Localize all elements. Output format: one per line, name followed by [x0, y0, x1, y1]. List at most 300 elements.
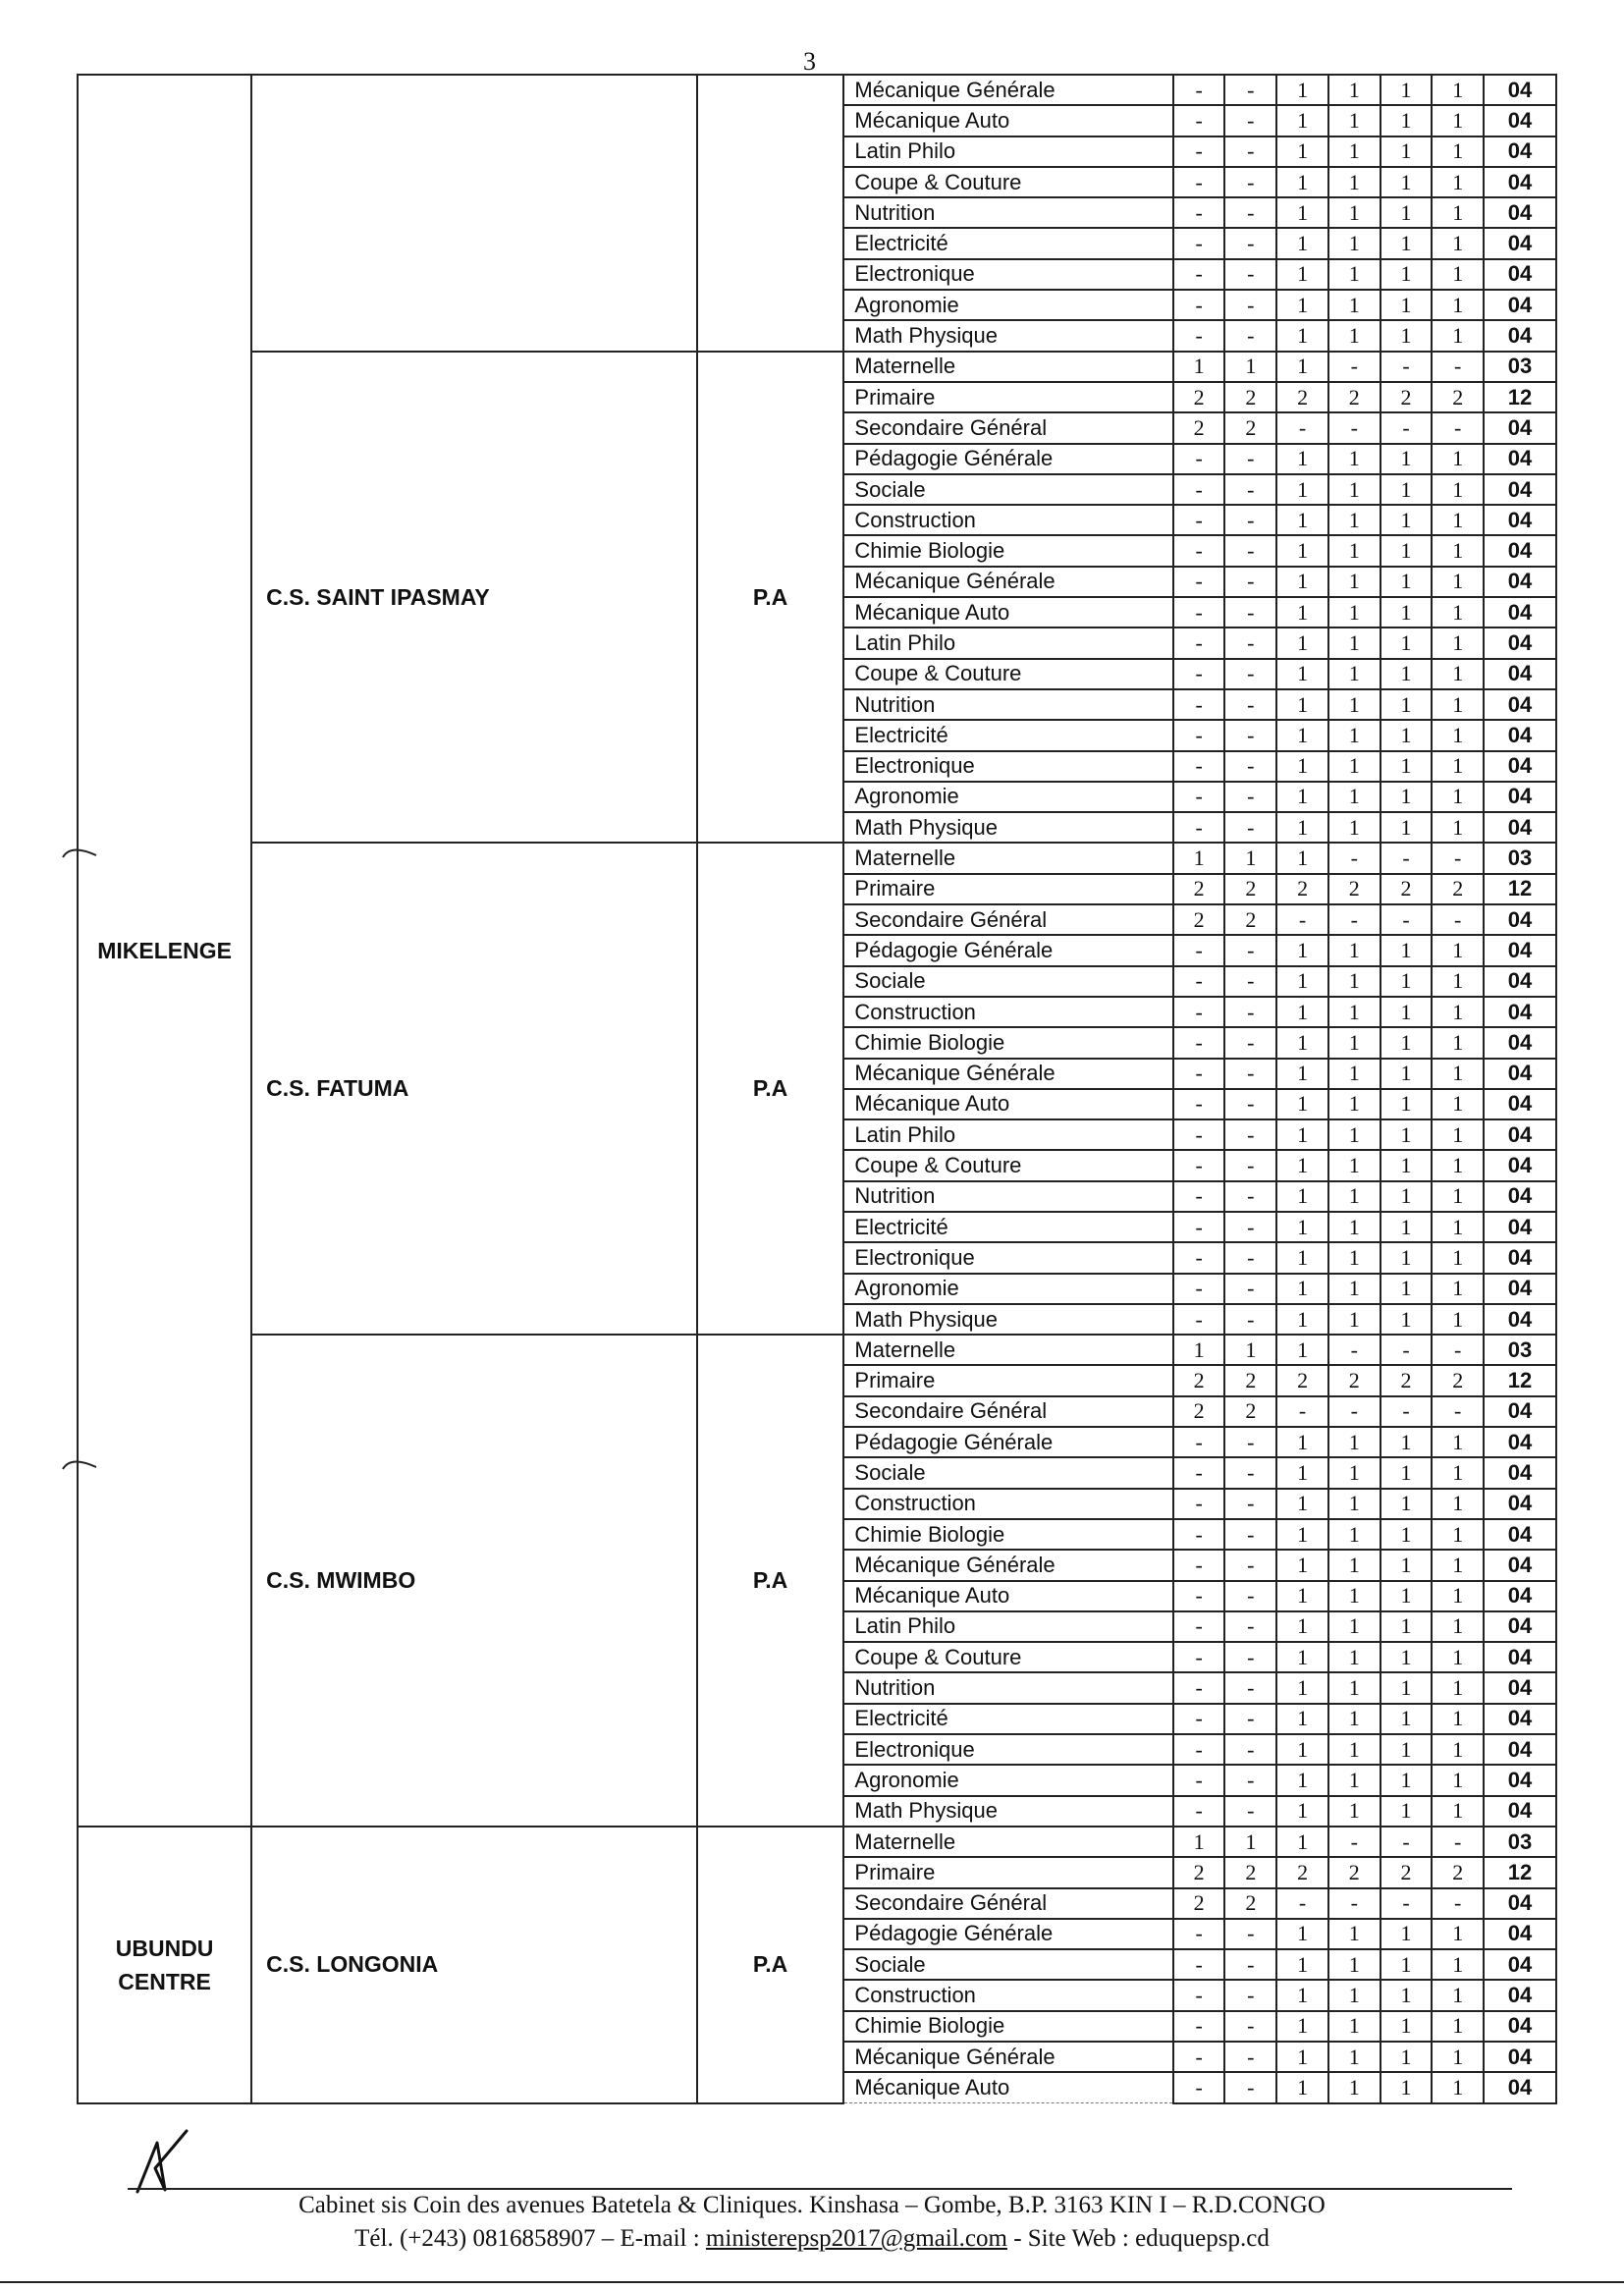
subject-name: Electronique: [843, 751, 1172, 782]
class-count-cell: -: [1224, 1765, 1276, 1795]
class-count-cell: -: [1432, 1396, 1484, 1427]
class-count-cell: -: [1224, 167, 1276, 197]
subject-name: Electronique: [843, 1734, 1172, 1765]
class-count-cell: -: [1173, 782, 1225, 812]
subject-name: Primaire: [843, 1857, 1172, 1887]
subject-name: Mécanique Auto: [843, 2072, 1172, 2102]
class-count-cell: 1: [1380, 659, 1433, 689]
class-count-cell: 1: [1276, 1427, 1328, 1457]
class-count-cell: 1: [1380, 1274, 1433, 1304]
row-total: 04: [1484, 1274, 1556, 1304]
subject-name: Electronique: [843, 1242, 1172, 1273]
class-count-cell: 1: [1328, 290, 1380, 320]
subject-name: Sociale: [843, 474, 1172, 505]
table-body: [78, 75, 1556, 2103]
class-count-cell: 1: [1276, 2072, 1328, 2102]
class-count-cell: -: [1173, 1059, 1225, 1089]
class-count-cell: 1: [1432, 1611, 1484, 1642]
class-count-cell: 1: [1224, 843, 1276, 873]
school-name: [251, 75, 696, 352]
subject-name: Math Physique: [843, 812, 1172, 843]
footer-phone: Tél. (+243) 0816858907 – E-mail :: [354, 2225, 706, 2252]
class-count-cell: -: [1224, 1672, 1276, 1703]
class-count-cell: 1: [1380, 1734, 1433, 1765]
class-count-cell: -: [1173, 1212, 1225, 1242]
class-count-cell: 1: [1432, 2011, 1484, 2042]
class-count-cell: -: [1173, 259, 1225, 290]
class-count-cell: -: [1173, 1119, 1225, 1150]
class-count-cell: 1: [1432, 1427, 1484, 1457]
class-count-cell: -: [1224, 597, 1276, 627]
class-count-cell: 1: [1276, 1672, 1328, 1703]
class-count-cell: 1: [1380, 228, 1433, 258]
class-count-cell: 1: [1380, 1119, 1433, 1150]
class-count-cell: 1: [1276, 1949, 1328, 1980]
class-count-cell: -: [1224, 320, 1276, 351]
class-count-cell: -: [1173, 997, 1225, 1027]
class-count-cell: 1: [1276, 1919, 1328, 1949]
row-total: 04: [1484, 1949, 1556, 1980]
class-count-cell: 1: [1276, 320, 1328, 351]
class-count-cell: -: [1173, 167, 1225, 197]
class-count-cell: 1: [1276, 1550, 1328, 1580]
class-count-cell: 1: [1380, 2011, 1433, 2042]
class-count-cell: -: [1328, 843, 1380, 873]
class-count-cell: 1: [1380, 782, 1433, 812]
subject-name: Sociale: [843, 1949, 1172, 1980]
class-count-cell: 1: [1432, 1642, 1484, 1672]
class-count-cell: -: [1173, 320, 1225, 351]
class-count-cell: 1: [1328, 997, 1380, 1027]
class-count-cell: 1: [1380, 1765, 1433, 1795]
zone-cell: UBUNDU CENTRE: [78, 1827, 251, 2103]
class-count-cell: 1: [1328, 136, 1380, 167]
class-count-cell: 1: [1380, 1796, 1433, 1827]
subject-name: Mécanique Générale: [843, 567, 1172, 597]
zone-cell: MIKELENGE: [78, 75, 251, 1827]
class-count-cell: 1: [1328, 1059, 1380, 1089]
class-count-cell: 1: [1380, 1212, 1433, 1242]
class-count-cell: -: [1173, 1274, 1225, 1304]
class-count-cell: 1: [1432, 1274, 1484, 1304]
class-count-cell: 1: [1328, 1796, 1380, 1827]
class-count-cell: -: [1224, 1242, 1276, 1273]
table-row: [78, 843, 1556, 873]
class-count-cell: -: [1328, 1827, 1380, 1857]
subject-name: Maternelle: [843, 1827, 1172, 1857]
class-count-cell: 1: [1380, 535, 1433, 566]
class-count-cell: 1: [1432, 1119, 1484, 1150]
class-count-cell: 1: [1276, 1027, 1328, 1058]
subject-name: Pédagogie Générale: [843, 444, 1172, 474]
row-total: 04: [1484, 1581, 1556, 1611]
page-bottom-border: [0, 2281, 1624, 2283]
class-count-cell: 1: [1380, 474, 1433, 505]
class-count-cell: 2: [1173, 1888, 1225, 1919]
class-count-cell: -: [1224, 1457, 1276, 1488]
class-count-cell: 1: [1328, 197, 1380, 228]
class-count-cell: 1: [1380, 505, 1433, 535]
class-count-cell: 1: [1432, 966, 1484, 997]
class-count-cell: -: [1328, 904, 1380, 935]
class-count-cell: 1: [1380, 567, 1433, 597]
class-count-cell: 1: [1276, 1059, 1328, 1089]
row-total: 04: [1484, 751, 1556, 782]
footer-email-link[interactable]: ministerepsp2017@gmail.com: [705, 2225, 1007, 2252]
class-count-cell: -: [1432, 904, 1484, 935]
class-count-cell: -: [1328, 352, 1380, 382]
subject-name: Maternelle: [843, 1335, 1172, 1365]
class-count-cell: -: [1173, 535, 1225, 566]
class-count-cell: -: [1224, 751, 1276, 782]
class-count-cell: -: [1173, 1734, 1225, 1765]
row-total: 12: [1484, 874, 1556, 904]
class-count-cell: -: [1173, 228, 1225, 258]
class-count-cell: 1: [1276, 1704, 1328, 1734]
class-count-cell: 1: [1276, 1980, 1328, 2010]
class-count-cell: 1: [1328, 720, 1380, 750]
class-count-cell: 1: [1224, 1827, 1276, 1857]
class-count-cell: 1: [1432, 535, 1484, 566]
class-count-cell: -: [1224, 1980, 1276, 2010]
class-count-cell: 1: [1328, 105, 1380, 136]
row-total: 03: [1484, 843, 1556, 873]
class-count-cell: 1: [1328, 1949, 1380, 1980]
subject-name: Coupe & Couture: [843, 167, 1172, 197]
school-status: [697, 75, 844, 352]
row-total: 04: [1484, 1457, 1556, 1488]
class-count-cell: -: [1173, 1150, 1225, 1180]
class-count-cell: 2: [1173, 1365, 1225, 1395]
class-count-cell: 2: [1380, 874, 1433, 904]
class-count-cell: 1: [1328, 505, 1380, 535]
row-total: 04: [1484, 1427, 1556, 1457]
class-count-cell: 1: [1276, 1212, 1328, 1242]
subject-name: Pédagogie Générale: [843, 935, 1172, 965]
class-count-cell: -: [1224, 1059, 1276, 1089]
class-count-cell: 1: [1328, 75, 1380, 105]
class-count-cell: 1: [1276, 1150, 1328, 1180]
class-count-cell: 1: [1276, 197, 1328, 228]
class-count-cell: 1: [1328, 1427, 1380, 1457]
class-count-cell: -: [1173, 597, 1225, 627]
class-count-cell: 1: [1380, 597, 1433, 627]
class-count-cell: 1: [1276, 535, 1328, 566]
class-count-cell: -: [1224, 567, 1276, 597]
class-count-cell: -: [1328, 1396, 1380, 1427]
class-count-cell: 2: [1328, 874, 1380, 904]
subject-name: Electricité: [843, 720, 1172, 750]
row-total: 04: [1484, 1704, 1556, 1734]
class-count-cell: 1: [1276, 597, 1328, 627]
class-count-cell: 1: [1432, 659, 1484, 689]
class-count-cell: 1: [1328, 812, 1380, 843]
class-count-cell: 1: [1380, 1550, 1433, 1580]
class-count-cell: -: [1380, 904, 1433, 935]
class-count-cell: -: [1224, 812, 1276, 843]
subject-name: Secondaire Général: [843, 1396, 1172, 1427]
row-total: 04: [1484, 290, 1556, 320]
class-count-cell: -: [1224, 1919, 1276, 1949]
subject-name: Latin Philo: [843, 627, 1172, 658]
row-total: 12: [1484, 1857, 1556, 1887]
class-count-cell: 1: [1173, 1335, 1225, 1365]
class-count-cell: -: [1224, 1274, 1276, 1304]
class-count-cell: -: [1173, 2011, 1225, 2042]
class-count-cell: 1: [1432, 1150, 1484, 1180]
subject-name: Construction: [843, 1489, 1172, 1519]
class-count-cell: 1: [1432, 1704, 1484, 1734]
row-total: 04: [1484, 1888, 1556, 1919]
class-count-cell: 1: [1276, 1335, 1328, 1365]
row-total: 04: [1484, 689, 1556, 720]
class-count-cell: -: [1224, 197, 1276, 228]
class-count-cell: 1: [1276, 966, 1328, 997]
subject-name: Mécanique Auto: [843, 597, 1172, 627]
class-count-cell: -: [1380, 352, 1433, 382]
subject-name: Electricité: [843, 1704, 1172, 1734]
class-count-cell: -: [1380, 1888, 1433, 1919]
class-count-cell: 2: [1432, 1857, 1484, 1887]
class-count-cell: 1: [1328, 597, 1380, 627]
class-count-cell: 1: [1276, 1642, 1328, 1672]
row-total: 04: [1484, 1212, 1556, 1242]
class-count-cell: 1: [1328, 567, 1380, 597]
class-count-cell: 1: [1380, 1489, 1433, 1519]
class-count-cell: 1: [1328, 228, 1380, 258]
subject-name: Mécanique Auto: [843, 1089, 1172, 1119]
class-count-cell: 1: [1276, 1304, 1328, 1335]
row-total: 04: [1484, 627, 1556, 658]
class-count-cell: 1: [1328, 444, 1380, 474]
school-name: C.S. LONGONIA: [251, 1827, 696, 2103]
row-total: 04: [1484, 597, 1556, 627]
class-count-cell: 1: [1432, 1181, 1484, 1212]
class-count-cell: 1: [1380, 720, 1433, 750]
subject-name: Mécanique Générale: [843, 75, 1172, 105]
class-count-cell: 1: [1432, 1027, 1484, 1058]
class-count-cell: 1: [1432, 505, 1484, 535]
class-count-cell: 2: [1173, 904, 1225, 935]
class-count-cell: 1: [1432, 1304, 1484, 1335]
subject-name: Coupe & Couture: [843, 1150, 1172, 1180]
row-total: 04: [1484, 2072, 1556, 2102]
row-total: 04: [1484, 935, 1556, 965]
subject-name: Nutrition: [843, 1672, 1172, 1703]
class-count-cell: 1: [1328, 1765, 1380, 1795]
class-count-cell: 1: [1380, 259, 1433, 290]
class-count-cell: 1: [1276, 228, 1328, 258]
subject-name: Primaire: [843, 874, 1172, 904]
class-count-cell: 1: [1276, 935, 1328, 965]
class-count-cell: -: [1224, 782, 1276, 812]
class-count-cell: 1: [1276, 352, 1328, 382]
class-count-cell: 1: [1276, 2011, 1328, 2042]
row-total: 04: [1484, 1734, 1556, 1765]
class-count-cell: 1: [1432, 1519, 1484, 1550]
class-count-cell: 1: [1328, 1672, 1380, 1703]
class-count-cell: 1: [1276, 505, 1328, 535]
class-count-cell: 1: [1432, 197, 1484, 228]
class-count-cell: 1: [1432, 1059, 1484, 1089]
class-count-cell: -: [1224, 535, 1276, 566]
class-count-cell: -: [1173, 1980, 1225, 2010]
class-count-cell: -: [1276, 1888, 1328, 1919]
row-total: 12: [1484, 1365, 1556, 1395]
class-count-cell: -: [1173, 197, 1225, 228]
class-count-cell: 1: [1173, 843, 1225, 873]
class-count-cell: -: [1173, 1919, 1225, 1949]
class-count-cell: 1: [1432, 259, 1484, 290]
class-count-cell: 1: [1276, 75, 1328, 105]
row-total: 04: [1484, 1611, 1556, 1642]
school-status: P.A: [697, 352, 844, 844]
class-count-cell: 1: [1276, 1765, 1328, 1795]
class-count-cell: 2: [1380, 1365, 1433, 1395]
class-count-cell: 1: [1276, 105, 1328, 136]
row-total: 03: [1484, 1335, 1556, 1365]
class-count-cell: 1: [1276, 1457, 1328, 1488]
class-count-cell: -: [1276, 904, 1328, 935]
subject-name: Chimie Biologie: [843, 1027, 1172, 1058]
class-count-cell: -: [1276, 1396, 1328, 1427]
class-count-cell: 1: [1328, 1212, 1380, 1242]
class-count-cell: -: [1173, 474, 1225, 505]
subject-name: Secondaire Général: [843, 1888, 1172, 1919]
subject-name: Coupe & Couture: [843, 659, 1172, 689]
class-count-cell: 1: [1432, 1796, 1484, 1827]
class-count-cell: 1: [1276, 2042, 1328, 2072]
row-total: 04: [1484, 997, 1556, 1027]
class-count-cell: 1: [1276, 444, 1328, 474]
class-count-cell: -: [1173, 1765, 1225, 1795]
class-count-cell: 1: [1380, 1672, 1433, 1703]
class-count-cell: 1: [1380, 75, 1433, 105]
class-count-cell: 1: [1380, 812, 1433, 843]
class-count-cell: 1: [1328, 1242, 1380, 1273]
class-count-cell: 1: [1432, 597, 1484, 627]
class-count-cell: -: [1380, 412, 1433, 443]
class-count-cell: 1: [1328, 1704, 1380, 1734]
row-total: 04: [1484, 966, 1556, 997]
subject-name: Pédagogie Générale: [843, 1919, 1172, 1949]
class-count-cell: -: [1224, 720, 1276, 750]
class-count-cell: 1: [1380, 444, 1433, 474]
school-status: P.A: [697, 1335, 844, 1827]
class-count-cell: -: [1224, 1027, 1276, 1058]
class-count-cell: -: [1173, 505, 1225, 535]
class-count-cell: -: [1173, 1611, 1225, 1642]
class-count-cell: 1: [1173, 352, 1225, 382]
row-total: 04: [1484, 320, 1556, 351]
class-count-cell: 2: [1224, 1365, 1276, 1395]
class-count-cell: 1: [1432, 1980, 1484, 2010]
row-total: 04: [1484, 259, 1556, 290]
class-count-cell: -: [1224, 2042, 1276, 2072]
class-count-cell: -: [1173, 720, 1225, 750]
class-count-cell: 1: [1380, 1642, 1433, 1672]
class-count-cell: 1: [1276, 259, 1328, 290]
class-count-cell: 1: [1328, 1457, 1380, 1488]
class-count-cell: -: [1432, 1827, 1484, 1857]
class-count-cell: 1: [1380, 136, 1433, 167]
class-count-cell: -: [1173, 1519, 1225, 1550]
class-count-cell: -: [1276, 412, 1328, 443]
class-count-cell: 1: [1432, 812, 1484, 843]
class-count-cell: 1: [1432, 567, 1484, 597]
subject-name: Nutrition: [843, 1181, 1172, 1212]
class-count-cell: 1: [1276, 997, 1328, 1027]
subject-name: Mécanique Auto: [843, 105, 1172, 136]
class-count-cell: -: [1224, 228, 1276, 258]
class-count-cell: 1: [1380, 105, 1433, 136]
class-count-cell: -: [1173, 1304, 1225, 1335]
class-count-cell: -: [1173, 966, 1225, 997]
subject-name: Electronique: [843, 259, 1172, 290]
class-count-cell: -: [1224, 1734, 1276, 1765]
class-count-cell: 1: [1380, 1427, 1433, 1457]
school-status: P.A: [697, 843, 844, 1335]
class-count-cell: 1: [1328, 1734, 1380, 1765]
subject-name: Construction: [843, 1980, 1172, 2010]
class-count-cell: -: [1328, 1335, 1380, 1365]
row-total: 04: [1484, 1181, 1556, 1212]
class-count-cell: 2: [1173, 874, 1225, 904]
class-count-cell: -: [1380, 1827, 1433, 1857]
class-count-cell: 1: [1432, 689, 1484, 720]
class-count-cell: 1: [1328, 1027, 1380, 1058]
class-count-cell: 1: [1432, 1581, 1484, 1611]
table-row: [78, 1827, 1556, 1857]
class-count-cell: -: [1380, 1396, 1433, 1427]
subject-name: Electricité: [843, 228, 1172, 258]
class-count-cell: 1: [1432, 320, 1484, 351]
subject-name: Nutrition: [843, 197, 1172, 228]
row-total: 04: [1484, 1396, 1556, 1427]
class-count-cell: 2: [1224, 1396, 1276, 1427]
row-total: 04: [1484, 1642, 1556, 1672]
class-count-cell: 1: [1276, 1242, 1328, 1273]
class-count-cell: -: [1173, 1796, 1225, 1827]
class-count-cell: 1: [1380, 1704, 1433, 1734]
class-count-cell: 1: [1328, 659, 1380, 689]
class-count-cell: 1: [1432, 474, 1484, 505]
class-count-cell: 1: [1380, 1181, 1433, 1212]
subject-name: Primaire: [843, 1365, 1172, 1395]
class-count-cell: -: [1173, 1181, 1225, 1212]
class-count-cell: -: [1224, 1212, 1276, 1242]
class-count-cell: 1: [1328, 1919, 1380, 1949]
class-count-cell: 1: [1432, 136, 1484, 167]
class-count-cell: 2: [1328, 382, 1380, 412]
class-count-cell: 1: [1328, 2011, 1380, 2042]
class-count-cell: 1: [1380, 1949, 1433, 1980]
class-count-cell: 1: [1276, 1827, 1328, 1857]
row-total: 04: [1484, 1059, 1556, 1089]
class-count-cell: 1: [1432, 1212, 1484, 1242]
class-count-cell: -: [1224, 505, 1276, 535]
class-count-cell: 2: [1276, 382, 1328, 412]
subject-name: Agronomie: [843, 1765, 1172, 1795]
class-count-cell: -: [1173, 2072, 1225, 2102]
class-count-cell: -: [1224, 1089, 1276, 1119]
class-count-cell: -: [1224, 444, 1276, 474]
class-count-cell: -: [1380, 843, 1433, 873]
class-count-cell: 2: [1380, 1857, 1433, 1887]
class-count-cell: 1: [1328, 259, 1380, 290]
class-count-cell: 1: [1432, 935, 1484, 965]
class-count-cell: -: [1224, 1642, 1276, 1672]
